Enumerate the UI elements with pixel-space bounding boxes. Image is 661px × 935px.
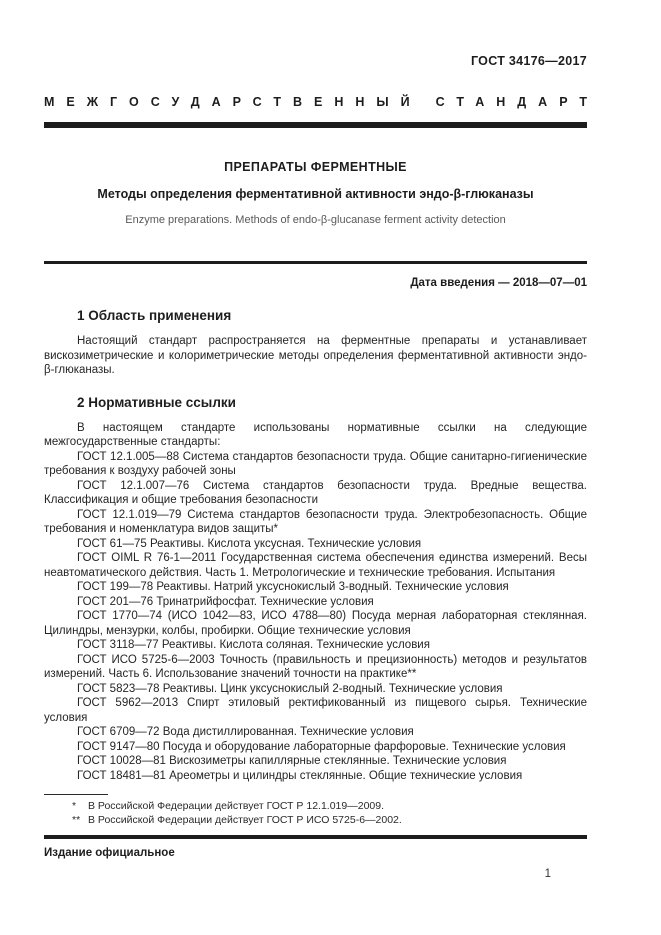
- reference-item: ГОСТ 10028—81 Вискозиметры капиллярные стеклянные. Технические условия: [77, 755, 507, 767]
- effective-date: Дата введения — 2018—07—01: [410, 277, 587, 289]
- header-thick-rule: [44, 122, 587, 128]
- reference-item: ГОСТ 3118—77 Реактивы. Кислота соляная. Технические условия: [77, 639, 430, 651]
- page-number: 1: [544, 868, 551, 880]
- section-2-intro: В настоящем стандарте использованы нормативные ссылки на следующие межгосударственные стандарты:: [44, 421, 587, 448]
- references-list: [44, 450, 587, 784]
- section-1-paragraph: Настоящий стандарт распространяется на ферментные препараты и устанавливает вискозиметрические и колориметрические методы определения ферментативной активности эндо-β-глюканазы.: [44, 335, 587, 376]
- section-2-heading: 2 Нормативные ссылки: [77, 394, 236, 410]
- reference-item: ГОСТ 61—75 Реактивы. Кислота уксусная. Технические условия: [77, 537, 422, 550]
- official-edition-note: Издание официальное: [44, 847, 175, 859]
- document-title-english: Enzyme preparations. Methods of endo-β-glucanase ferment activity detection: [125, 214, 506, 226]
- banner-word-mezhgosudarstvennyy: МЕЖГОСУДАРСТВЕННЫЙ: [44, 95, 422, 109]
- reference-item: ГОСТ OIML R 76-1—2011 Государственная система обеспечения единства измерений. Весы неавтоматического действия. Часть 1. Метрологические и технические требования. Испытания: [44, 552, 587, 579]
- reference-item: ГОСТ 5962—2013 Спирт этиловый ректификованный из пищевого сырья. Технические условия: [44, 697, 587, 724]
- section-1-heading: 1 Область применения: [77, 308, 232, 323]
- footnote: [72, 799, 587, 813]
- reference-item: ГОСТ ИСО 5725-6—2003 Точность (правильность и прецизионность) методов и результатов измерений. Часть 6. Использование значений точности на практике**: [44, 653, 587, 680]
- reference-item: ГОСТ 6709—72 Вода дистиллированная. Технические условия: [77, 726, 414, 738]
- reference-item: ГОСТ 12.1.019—79 Система стандартов безопасности труда. Электробезопасность. Общие требования и номенклатура видов защиты*: [44, 508, 587, 535]
- footnote: [72, 813, 587, 827]
- reference-item: ГОСТ 12.1.005—88 Система стандартов безопасности труда. Общие санитарно-гигиенические требования к воздуху рабочей зоны: [44, 450, 587, 477]
- document-method-title: Методы определения ферментативной активности эндо-β-глюканазы: [97, 187, 534, 201]
- footnote-separator-rule: [44, 794, 108, 795]
- standard-number: ГОСТ 34176—2017: [470, 54, 587, 68]
- reference-item: ГОСТ 199—78 Реактивы. Натрий уксуснокислый 3-водный. Технические условия: [77, 581, 509, 593]
- reference-item: ГОСТ 9147—80 Посуда и оборудование лабораторные фарфоровые. Технические условия: [77, 740, 566, 753]
- banner-word-standart: СТАНДАРТ: [435, 95, 599, 109]
- footer-thick-rule: [44, 835, 587, 839]
- footnote-marker: **: [72, 814, 81, 826]
- footnote-text: В Российской Федерации действует ГОСТ Р 12.1.019—2009.: [88, 800, 384, 812]
- footnote-text: В Российской Федерации действует ГОСТ Р ИСО 5725-6—2002.: [88, 814, 402, 826]
- standard-type-banner: [44, 95, 599, 109]
- document-subject-title: ПРЕПАРАТЫ ФЕРМЕНТНЫЕ: [224, 160, 407, 174]
- footnotes-block: [44, 799, 587, 827]
- reference-item: ГОСТ 201—76 Тринатрийфосфат. Технические условия: [77, 595, 374, 608]
- reference-item: ГОСТ 18481—81 Ареометры и цилиндры стеклянные. Общие технические условия: [77, 769, 523, 782]
- reference-item: ГОСТ 12.1.007—76 Система стандартов безопасности труда. Вредные вещества. Классификация и общие требования безопасности: [44, 479, 587, 506]
- reference-item: ГОСТ 5823—78 Реактивы. Цинк уксуснокислый 2-водный. Технические условия: [77, 682, 503, 695]
- footnote-marker: *: [72, 800, 77, 812]
- title-separator-rule: [44, 261, 587, 264]
- reference-item: ГОСТ 1770—74 (ИСО 1042—83, ИСО 4788—80) Посуда мерная лабораторная стеклянная. Цилиндры, мензурки, колбы, пробирки. Общие технические условия: [44, 610, 587, 637]
